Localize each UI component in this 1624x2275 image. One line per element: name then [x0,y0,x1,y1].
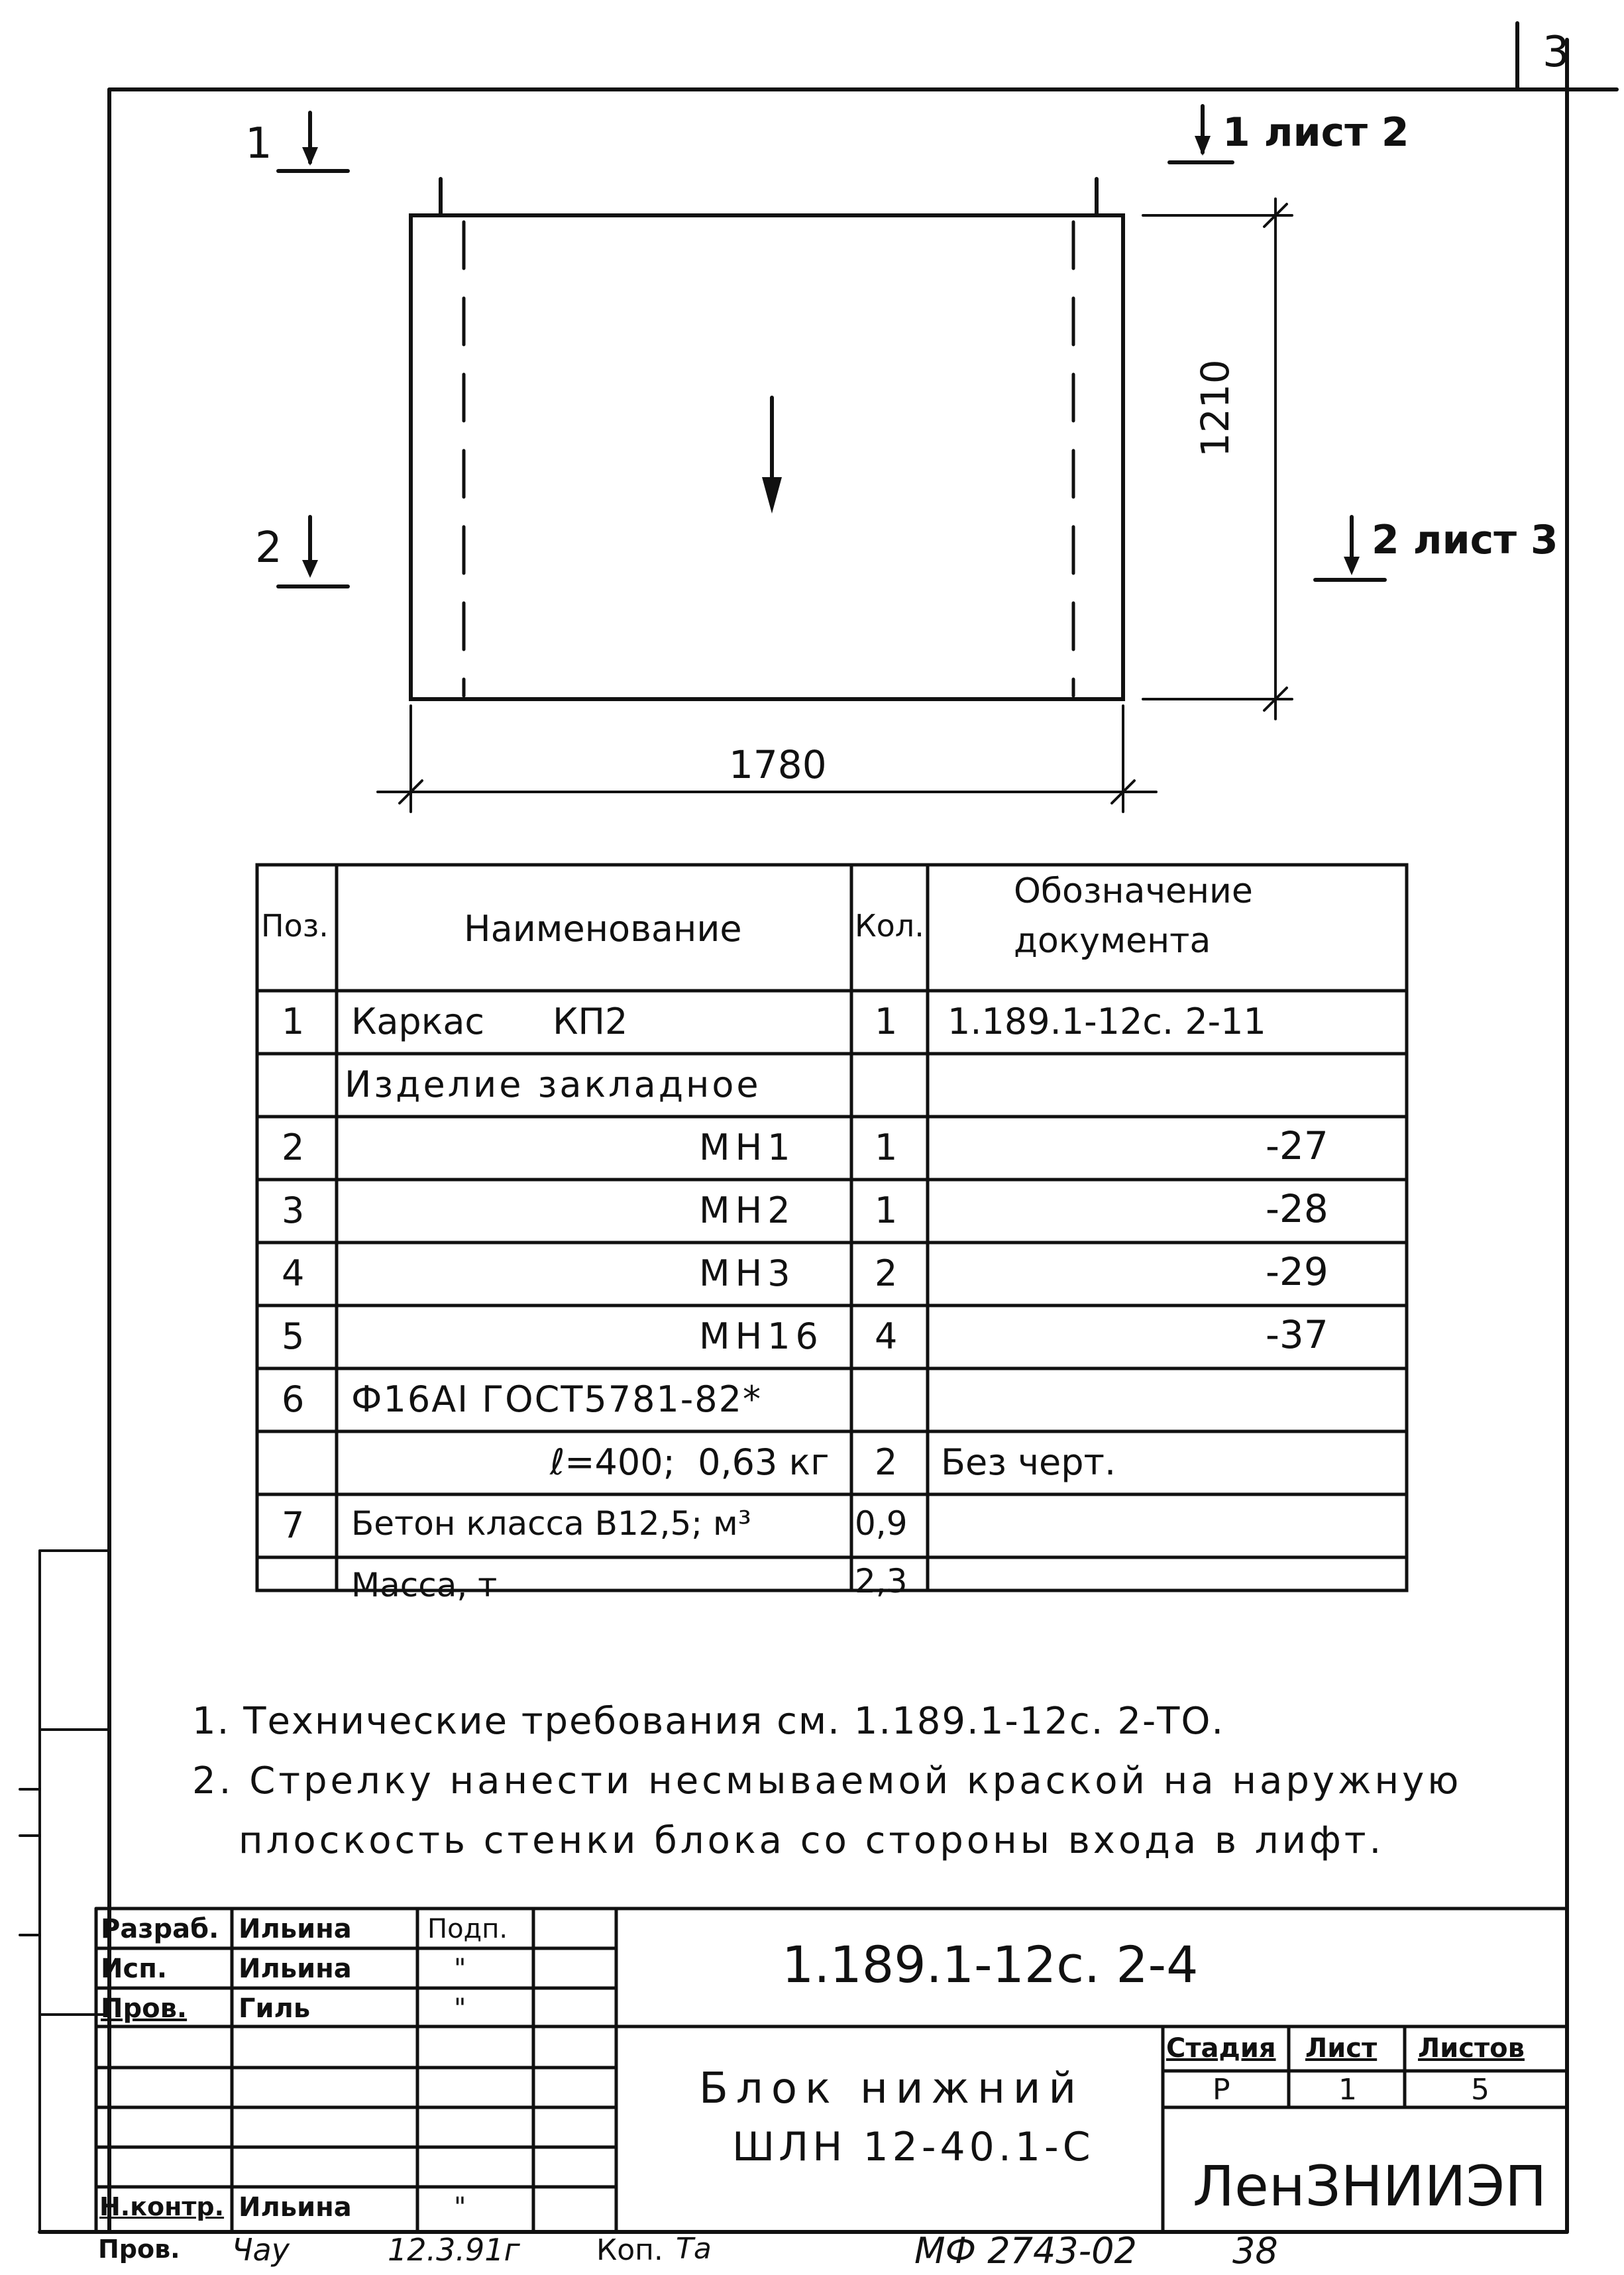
note-3: плоскость стенки блока со стороны входа в лифт. [239,1819,1385,1862]
row-3-qty: 1 [875,1127,898,1168]
sheet-frame [40,23,1617,2232]
row-8-doc: Без черт. [941,1441,1116,1483]
row-5-pos: 4 [282,1252,305,1294]
section-1-reference: 1 лист 2 [1222,109,1409,156]
block-plan-outline [411,179,1123,699]
row-2-name: Изделие закладное [345,1064,761,1105]
section-2-label: 2 [255,524,282,573]
row-6-pos: 5 [282,1315,305,1357]
header-doc-line2: документа [1014,921,1211,961]
row-3-doc: -27 [1266,1123,1328,1168]
row-6-qty: 4 [875,1315,898,1357]
spec-table-grid [257,865,1407,1590]
row-3-name: МН1 [699,1127,796,1168]
sign-header: Подп. [427,1914,508,1944]
row-5-qty: 2 [875,1252,898,1294]
sheet-corner-number: 3 [1543,28,1570,77]
header-qty: Кол. [855,908,924,944]
row-8-qty: 2 [875,1441,898,1483]
section-1-mark-left [278,113,348,171]
role-executor: Исп. [101,1954,168,1984]
footer-copy-label: Коп. [596,2233,663,2267]
footer-page-number: 38 [1232,2230,1278,2272]
header-name: Наименование [464,908,742,950]
product-title-line2: ШЛН 12-40.1-С [732,2124,1095,2170]
row-7-name: Ф16АI ГОСТ5781-82* [351,1378,762,1420]
document-code: 1.189.1-12с. 2-4 [782,1935,1199,1994]
row-3-pos: 2 [282,1127,305,1168]
row-1-name: Каркас КП2 [351,1001,628,1042]
row-9-qty: 0,9 [855,1504,908,1543]
dimension-width-value: 1780 [729,742,827,787]
footer-archive-number: МФ 2743-02 [914,2230,1137,2272]
header-pos: Поз. [261,908,329,944]
row-4-pos: 3 [282,1190,305,1231]
footer-copy-sign: Та [676,2232,712,2266]
row-8-name: ℓ=400; 0,63 кг [550,1441,830,1483]
section-2-arrowhead-right [1344,557,1360,575]
row-10-qty: 2,3 [855,1562,908,1600]
sign-norm-control: " [454,2192,466,2223]
section-2-mark-left [278,517,348,586]
role-checker: Пров. [101,1993,188,2024]
row-6-name: МН16 [699,1315,824,1357]
block-plan-hidden-lines [464,222,1073,696]
row-4-name: МН2 [699,1190,796,1231]
section-1-arrowhead-left [302,147,318,166]
row-1-qty: 1 [875,1001,898,1042]
header-doc-line1: Обозначение [1014,871,1253,911]
name-checker: Гиль [239,1993,311,2024]
section-2-arrowhead-left [302,560,318,578]
footer-checked-date: 12.3.91г [388,2232,520,2268]
name-executor: Ильина [239,1954,352,1984]
section-1-arrowhead-right [1195,136,1211,156]
footer-checked-sign: Чау [232,2232,290,2268]
section-1-label: 1 [245,119,272,168]
row-7-pos: 6 [282,1378,305,1420]
row-4-doc: -28 [1266,1186,1328,1231]
stage-header: Стадия [1166,2033,1276,2064]
sheet-header: Лист [1305,2033,1378,2064]
dimension-height [1143,199,1292,719]
name-developed: Ильина [239,1914,352,1944]
organization-name: ЛенЗНИИЭП [1193,2154,1547,2219]
sheets-value: 5 [1471,2073,1489,2107]
name-norm-control: Ильина [239,2192,352,2223]
row-1-doc: 1.189.1-12с. 2-11 [947,1001,1266,1042]
row-10-name: Масса, т [351,1566,498,1604]
sign-executor: " [454,1954,466,1984]
product-title-line1: Блок нижний [699,2064,1085,2113]
row-9-name: Бетон класса В12,5; м³ [351,1504,751,1543]
stage-value: Р [1213,2073,1230,2107]
role-norm-control: Н.контр. [99,2192,225,2221]
row-9-pos: 7 [282,1504,305,1546]
entry-direction-arrowhead [762,477,782,514]
note-1: 1. Технические требования см. 1.189.1-12с. 2-ТО. [192,1700,1225,1743]
row-5-doc: -29 [1266,1249,1328,1294]
sign-checker: " [454,1993,466,2024]
sheets-header: Листов [1418,2033,1525,2064]
row-4-qty: 1 [875,1190,898,1231]
sheet-value: 1 [1338,2073,1357,2107]
row-6-doc: -37 [1266,1312,1328,1357]
section-2-reference: 2 лист 3 [1372,517,1558,563]
row-5-name: МН3 [699,1252,796,1294]
footer-checked-label: Пров. [98,2235,180,2264]
row-1-pos: 1 [282,1001,305,1042]
role-developed: Разраб. [101,1914,219,1944]
dimension-height-value: 1210 [1193,359,1238,457]
note-2: 2. Стрелку нанести несмываемой краской на наружную [192,1759,1462,1803]
